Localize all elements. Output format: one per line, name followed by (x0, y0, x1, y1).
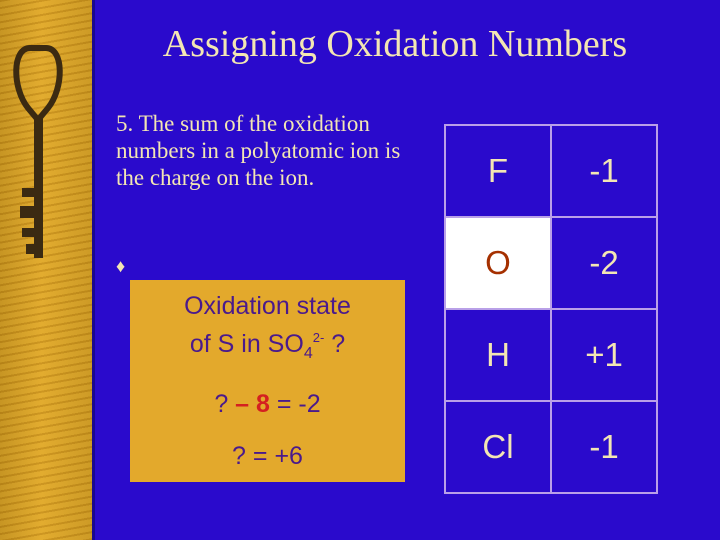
table-row (445, 125, 657, 217)
slide-title: Assigning Oxidation Numbers (162, 23, 628, 65)
table-row (445, 401, 657, 493)
key-icon (8, 38, 88, 268)
formula-superscript: 2- (312, 330, 325, 345)
value-cell: +1 (551, 309, 657, 401)
table-row (445, 217, 657, 309)
element-cell: H (445, 309, 551, 401)
value-cell: -2 (551, 217, 657, 309)
value-cell: -1 (551, 401, 657, 493)
equation-1 (130, 388, 405, 420)
element-cell: Cl (445, 401, 551, 493)
equation-1-start: ? (214, 390, 236, 418)
bullet-icon: ♦ (116, 256, 126, 276)
formula-subscript: 4 (303, 345, 313, 362)
question-prefix: of S in SO (189, 330, 304, 358)
element-cell: O (445, 217, 551, 309)
question-line-1: Oxidation state (184, 292, 351, 320)
example-box (130, 280, 405, 482)
rule-text: 5. The sum of the oxidation numbers in a polyatomic ion is the charge on the ion. (116, 111, 401, 191)
table-row (445, 309, 657, 401)
question-line-2 (130, 322, 405, 370)
element-cell: F (445, 125, 551, 217)
equation-1-minus: – 8 (235, 390, 270, 418)
oxidation-table (444, 124, 658, 494)
equation-2: ? = +6 (232, 442, 303, 470)
sidebar-divider (92, 0, 95, 540)
equation-1-end: = -2 (269, 390, 321, 418)
question-suffix: ? (324, 330, 346, 358)
value-cell: -1 (551, 125, 657, 217)
